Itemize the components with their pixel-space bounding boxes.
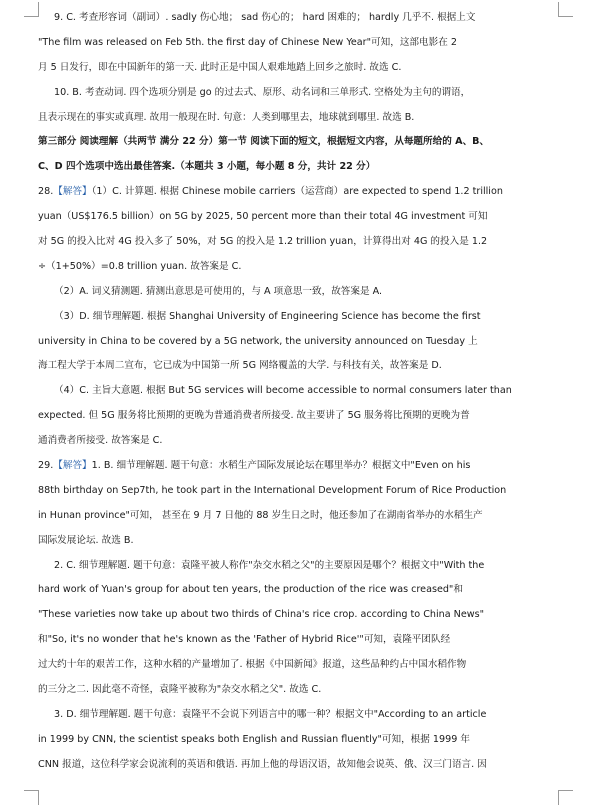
text-line: C、D 四个选项中选出最佳答案.（本题共 3 小题，每小题 8 分，共计 22 分） [38,161,376,173]
answer-text-body [38,6,558,778]
text-line: 国际发展论坛. 故选 B. [38,534,134,546]
text-line: in 1999 by CNN, the scientist speaks both English and Russian fluently"可知，根据 1999 年 [38,733,470,745]
text-line: ÷（1+50%）=0.8 trillion yuan. 故答案是 C. [38,260,242,272]
text-line: 对 5G 的投入比对 4G 投入多了 50%，对 5G 的投入是 1.2 trillion yuan，计算得出对 4G 的投入是 1.2 [38,236,488,248]
text-line: 且表示现在的事实或真理. 故用一般现在时. 句意：人类到哪里去，地球就到哪里. 故选 B. [38,111,415,123]
corner-mark-top-left [24,2,39,17]
corner-mark-bottom-left [24,790,39,805]
text-line: （2）A. 词义猜测题. 猜测出意思是可使用的，与 A 项意思一致，故答案是 A. [54,285,383,297]
text-line: 28.【解答】（1）C. 计算题. 根据 Chinese mobile carriers（运营商）are expected to spend 1.2 trillion [38,186,503,198]
text-line: university in China to be covered by a 5G network, the university announced on Tuesday 上 [38,335,478,347]
text-line: CNN 报道，这位科学家会说流利的英语和俄语. 再加上他的母语汉语，故知他会说英、俄、汉三门语言. 因 [38,758,487,770]
text-line: 过大约十年的艰苦工作，这种水稻的产量增加了. 根据《中国新闻》报道，这些品种约占中国水稻作物 [38,659,467,671]
text-line: in Hunan province"可知， 甚至在 9 月 7 日他的 88 岁生日之时，他还参加了在湖南省举办的水稻生产 [38,509,483,521]
text-line: 29.【解答】1. B. 细节理解题. 题干句意：水稻生产国际发展论坛在哪里举办？根据文中"Even on his [38,460,471,472]
text-line: （4）C. 主旨大意题. 根据 But 5G services will become accessible to normal consumers later than [54,385,512,397]
text-line: 3. D. 细节理解题. 题干句意：袁隆平不会说下列语言中的哪一种？根据文中"According to an article [54,708,487,720]
text-line: 和"So, it's no wonder that he's known as the 'Father of Hybrid Rice'"可知，袁隆平团队经 [38,634,451,646]
text-line: 88th birthday on Sep7th, he took part in the International Development Forum of Rice Production [38,484,507,496]
text-line: hard work of Yuan's group for about ten years, the production of the rice was creased"和 [38,584,463,596]
corner-mark-bottom-right [558,790,573,805]
text-line: yuan（US$176.5 billion）on 5G by 2025, 50 percent more than their total 4G investment 可知 [38,211,488,223]
corner-mark-top-right [558,2,573,17]
text-line: "The film was released on Feb 5th. the first day of Chinese New Year"可知，这部电影在 2 [38,36,457,48]
text-line: 通消费者所接受. 故答案是 C. [38,435,163,447]
text-line: 第三部分 阅读理解（共两节 满分 22 分）第一节 阅读下面的短文，根据短文内容，从每题所给的 A、B、 [38,136,490,148]
text-line: "These varieties now take up about two thirds of China's rice crop. according to China News" [38,609,485,621]
text-line: expected. 但 5G 服务将比预期的更晚为普通消费者所接受. 故主要讲了 5G 服务将比预期的更晚为普 [38,410,470,422]
answer-tag: 【解答】 [53,186,92,198]
text-line: 的三分之二. 因此毫不奇怪，袁隆平被称为"杂交水稻之父". 故选 C. [38,684,322,696]
text-line: 9. C. 考查形容词（副词）. sadly 伤心地； sad 伤心的； hard 困难的； hardly 几乎不. 根据上文 [54,12,476,23]
text-line: 海工程大学于本周二宣布，它已成为中国第一所 5G 网络覆盖的大学. 与科技有关，故答案是 D. [38,360,442,372]
text-line: 2. C. 细节理解题. 题干句意：袁隆平被人称作"杂交水稻之父"的主要原因是哪个？根据文中"With the [54,559,485,571]
text-line: （3）D. 细节理解题. 根据 Shanghai University of Engineering Science has become the first [54,310,481,322]
text-line: 10. B. 考查动词. 四个选项分别是 go 的过去式、原形、动名词和三单形式. 空格处为主句的谓语， [54,86,471,98]
text-line: 月 5 日发行，即在中国新年的第一天. 此时正是中国人艰难地踏上回乡之旅时. 故选 C. [38,61,402,73]
answer-tag: 【解答】 [53,460,92,472]
